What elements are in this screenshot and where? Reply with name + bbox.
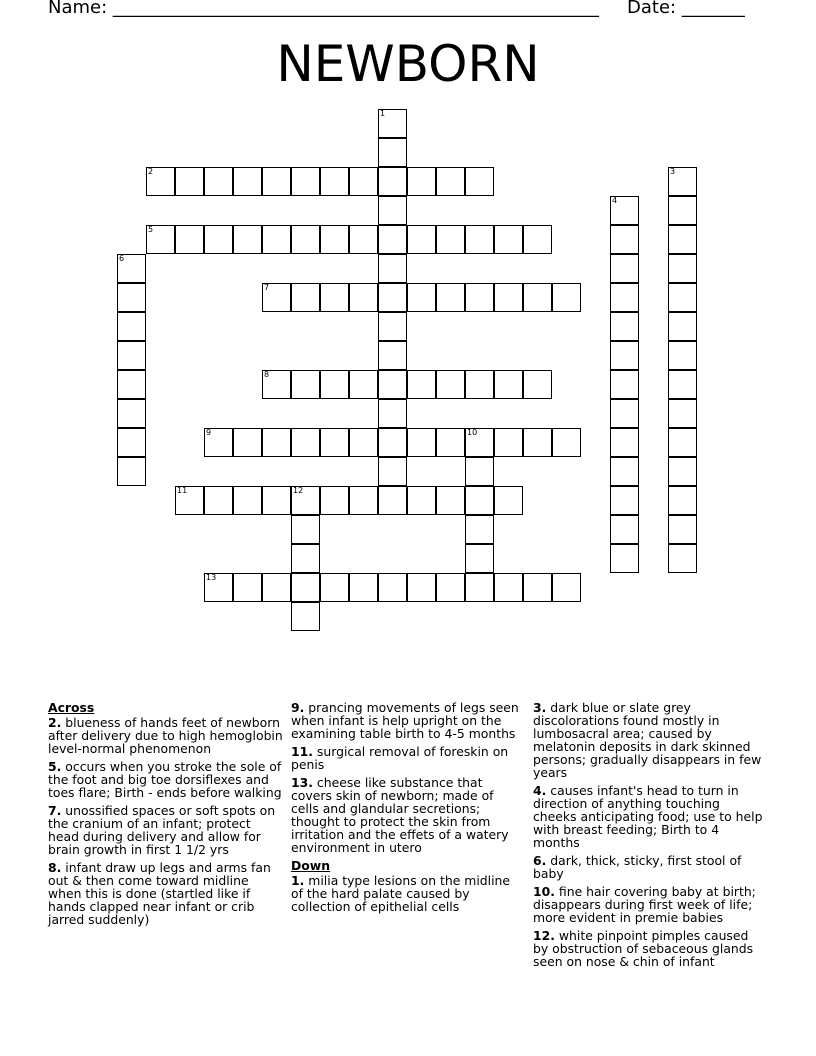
grid-cell[interactable] — [262, 428, 291, 457]
grid-cell[interactable] — [233, 486, 262, 515]
clue-number: 13 — [206, 573, 217, 582]
grid-cell[interactable] — [117, 457, 146, 486]
grid-cell[interactable] — [436, 486, 465, 515]
clue-number: 6 — [119, 254, 125, 263]
grid-cell[interactable] — [378, 138, 407, 167]
grid-cell[interactable] — [291, 225, 320, 254]
grid-cell[interactable] — [407, 370, 436, 399]
grid-cell[interactable] — [378, 341, 407, 370]
grid-cell[interactable] — [378, 428, 407, 457]
grid-cell[interactable] — [523, 573, 552, 602]
grid-cell[interactable] — [291, 283, 320, 312]
grid-cell[interactable] — [465, 225, 494, 254]
grid-cell[interactable] — [436, 283, 465, 312]
grid-cell[interactable] — [117, 370, 146, 399]
clue-number-label: 8. — [48, 860, 62, 875]
grid-cell[interactable] — [117, 428, 146, 457]
grid-cell[interactable] — [291, 167, 320, 196]
clue-number-label: 5. — [48, 759, 62, 774]
clue-text: occurs when you stroke the sole of the foot and big toe dorsiflexes and toes flare; Birth - ends before walking — [48, 759, 282, 800]
grid-cell[interactable] — [378, 457, 407, 486]
grid-cell[interactable] — [436, 370, 465, 399]
clue-column-3 — [533, 701, 765, 973]
clue-item — [48, 716, 283, 755]
grid-cell[interactable] — [668, 370, 697, 399]
clue-item — [48, 760, 283, 799]
grid-cell[interactable] — [436, 167, 465, 196]
grid-cell[interactable] — [204, 167, 233, 196]
grid-cell[interactable] — [465, 167, 494, 196]
grid-cell[interactable] — [349, 428, 378, 457]
grid-cell[interactable] — [349, 573, 378, 602]
grid-cell[interactable] — [262, 370, 291, 399]
grid-cell[interactable] — [175, 486, 204, 515]
grid-cell[interactable] — [378, 370, 407, 399]
grid-cell[interactable] — [610, 457, 639, 486]
clue-item — [48, 804, 283, 856]
grid-cell[interactable] — [668, 486, 697, 515]
clue-number-label: 1. — [291, 873, 305, 888]
grid-cell[interactable] — [291, 544, 320, 573]
grid-cell[interactable] — [610, 312, 639, 341]
grid-cell[interactable] — [407, 573, 436, 602]
grid-cell[interactable] — [668, 283, 697, 312]
grid-cell[interactable] — [233, 428, 262, 457]
clue-section-heading: Across — [48, 700, 95, 715]
grid-cell[interactable] — [291, 515, 320, 544]
clue-item — [533, 784, 765, 849]
grid-cell[interactable] — [233, 225, 262, 254]
clue-number: 10 — [467, 428, 478, 437]
grid-cell[interactable] — [668, 196, 697, 225]
clue-number: 8 — [264, 370, 270, 379]
grid-cell[interactable] — [378, 486, 407, 515]
grid-cell[interactable] — [494, 573, 523, 602]
grid-cell[interactable] — [465, 370, 494, 399]
grid-cell[interactable] — [552, 283, 581, 312]
grid-cell[interactable] — [378, 312, 407, 341]
grid-cell[interactable] — [349, 370, 378, 399]
grid-cell[interactable] — [610, 196, 639, 225]
grid-cell[interactable] — [349, 486, 378, 515]
grid-cell[interactable] — [407, 428, 436, 457]
clue-text: infant draw up legs and arms fan out & then come toward midline when this is done (startled like if hands clapped near infant or crib jarred suddenly) — [48, 860, 271, 927]
grid-cell[interactable] — [320, 428, 349, 457]
grid-cell[interactable] — [668, 225, 697, 254]
clue-number-label: 7. — [48, 803, 62, 818]
clue-number: 9 — [206, 428, 212, 437]
grid-cell[interactable] — [668, 167, 697, 196]
clue-number-label: 11. — [291, 744, 313, 759]
grid-cell[interactable] — [610, 544, 639, 573]
clue-item — [291, 874, 521, 913]
clue-number: 11 — [177, 486, 188, 495]
clue-number-label: 10. — [533, 884, 555, 899]
grid-cell[interactable] — [436, 428, 465, 457]
grid-cell[interactable] — [610, 428, 639, 457]
grid-cell[interactable] — [117, 399, 146, 428]
grid-cell[interactable] — [494, 370, 523, 399]
grid-cell[interactable] — [668, 428, 697, 457]
grid-cell[interactable] — [523, 428, 552, 457]
clue-text: unossified spaces or soft spots on the cranium of an infant; protect head during delivery and allow for brain growth in first 1 1/2 yrs — [48, 803, 276, 857]
grid-cell[interactable] — [378, 109, 407, 138]
grid-cell[interactable] — [146, 167, 175, 196]
clue-text: white pinpoint pimples caused by obstruction of sebaceous glands seen on nose & chin of infant — [533, 928, 754, 969]
grid-cell[interactable] — [320, 370, 349, 399]
page-title: NEWBORN — [276, 35, 540, 93]
grid-cell[interactable] — [494, 428, 523, 457]
grid-cell[interactable] — [117, 341, 146, 370]
grid-cell[interactable] — [668, 341, 697, 370]
grid-cell[interactable] — [320, 283, 349, 312]
grid-cell[interactable] — [378, 573, 407, 602]
grid-cell[interactable] — [668, 544, 697, 573]
clue-item — [291, 745, 521, 771]
grid-cell[interactable] — [378, 254, 407, 283]
clue-number-label: 9. — [291, 700, 305, 715]
clue-item — [533, 929, 765, 968]
clue-text: fine hair covering baby at birth; disappears during first week of life; more evident in premie babies — [533, 884, 756, 925]
clue-text: dark blue or slate grey discolorations found mostly in lumbosacral area; caused by melatonin deposits in dark skinned persons; gradually disappears in few years — [533, 700, 762, 780]
date-field-label: Date: _______ — [627, 0, 745, 18]
grid-cell[interactable] — [523, 370, 552, 399]
grid-cell[interactable] — [465, 486, 494, 515]
clue-number: 1 — [380, 109, 386, 118]
grid-cell[interactable] — [291, 602, 320, 631]
clue-number-label: 2. — [48, 715, 62, 730]
grid-cell[interactable] — [320, 225, 349, 254]
grid-cell[interactable] — [117, 283, 146, 312]
clue-item — [533, 885, 765, 924]
grid-cell[interactable] — [610, 283, 639, 312]
clue-column-1 — [48, 701, 283, 931]
grid-cell[interactable] — [465, 283, 494, 312]
grid-cell[interactable] — [349, 283, 378, 312]
grid-cell[interactable] — [175, 225, 204, 254]
clue-item — [291, 776, 521, 854]
clue-text: prancing movements of legs seen when infant is help upright on the examining table birth to 4-5 months — [291, 700, 519, 741]
grid-cell[interactable] — [610, 341, 639, 370]
grid-cell[interactable] — [291, 573, 320, 602]
grid-cell[interactable] — [407, 167, 436, 196]
grid-cell[interactable] — [204, 573, 233, 602]
grid-cell[interactable] — [378, 283, 407, 312]
grid-cell[interactable] — [610, 225, 639, 254]
grid-cell[interactable] — [494, 225, 523, 254]
grid-cell[interactable] — [436, 225, 465, 254]
grid-cell[interactable] — [378, 399, 407, 428]
grid-cell[interactable] — [610, 486, 639, 515]
clue-number-label: 12. — [533, 928, 555, 943]
clue-item — [533, 854, 765, 880]
grid-cell[interactable] — [668, 399, 697, 428]
grid-cell[interactable] — [610, 370, 639, 399]
grid-cell[interactable] — [291, 486, 320, 515]
grid-cell[interactable] — [349, 225, 378, 254]
grid-cell[interactable] — [262, 573, 291, 602]
grid-cell[interactable] — [610, 254, 639, 283]
clue-number-label: 4. — [533, 783, 547, 798]
clue-number-label: 3. — [533, 700, 547, 715]
clue-text: blueness of hands feet of newborn after delivery due to high hemoglobin level-normal phenomenon — [48, 715, 283, 756]
clue-section-heading: Down — [291, 858, 331, 873]
clue-text: causes infant's head to turn in direction of anything touching cheeks anticipating food; use to help with breast feeding; Birth to 4 months — [533, 783, 763, 850]
clue-number: 2 — [148, 167, 154, 176]
grid-cell[interactable] — [291, 370, 320, 399]
grid-cell[interactable] — [291, 428, 320, 457]
grid-cell[interactable] — [407, 486, 436, 515]
grid-cell[interactable] — [117, 312, 146, 341]
grid-cell[interactable] — [465, 544, 494, 573]
grid-cell[interactable] — [378, 225, 407, 254]
grid-cell[interactable] — [262, 283, 291, 312]
grid-cell[interactable] — [465, 573, 494, 602]
clue-item — [533, 701, 765, 779]
grid-cell[interactable] — [494, 283, 523, 312]
grid-cell[interactable] — [146, 225, 175, 254]
clue-item — [291, 701, 521, 740]
grid-cell[interactable] — [262, 225, 291, 254]
grid-cell[interactable] — [523, 283, 552, 312]
clue-text: milia type lesions on the midline of the hard palate caused by collection of epithelial cells — [291, 873, 511, 914]
clue-text: surgical removal of foreskin on penis — [291, 744, 509, 772]
name-field-label: Name: ______________________________________________________ — [48, 0, 599, 18]
clue-text: cheese like substance that covers skin of newborn; made of cells and glandular secretions; thought to protect the skin from irritation and the effets of a watery environment in utero — [291, 775, 509, 855]
grid-cell[interactable] — [233, 573, 262, 602]
grid-cell[interactable] — [320, 167, 349, 196]
grid-cell[interactable] — [204, 225, 233, 254]
grid-cell[interactable] — [465, 515, 494, 544]
grid-cell[interactable] — [262, 167, 291, 196]
grid-cell[interactable] — [523, 225, 552, 254]
grid-cell[interactable] — [610, 515, 639, 544]
grid-cell[interactable] — [436, 573, 465, 602]
grid-cell[interactable] — [117, 254, 146, 283]
clue-number: 5 — [148, 225, 154, 234]
grid-cell[interactable] — [407, 225, 436, 254]
grid-cell[interactable] — [668, 254, 697, 283]
grid-cell[interactable] — [465, 457, 494, 486]
grid-cell[interactable] — [494, 486, 523, 515]
grid-cell[interactable] — [204, 486, 233, 515]
clue-number: 7 — [264, 283, 270, 292]
grid-cell[interactable] — [610, 399, 639, 428]
grid-cell[interactable] — [378, 167, 407, 196]
clue-text: dark, thick, sticky, first stool of baby — [533, 853, 742, 881]
clue-number: 4 — [612, 196, 618, 205]
clue-number-label: 13. — [291, 775, 313, 790]
clue-number: 3 — [670, 167, 676, 176]
clue-number-label: 6. — [533, 853, 547, 868]
grid-cell[interactable] — [552, 573, 581, 602]
grid-cell[interactable] — [552, 428, 581, 457]
grid-cell[interactable] — [668, 312, 697, 341]
grid-cell[interactable] — [668, 515, 697, 544]
grid-cell[interactable] — [320, 573, 349, 602]
grid-cell[interactable] — [465, 428, 494, 457]
grid-cell[interactable] — [233, 167, 262, 196]
grid-cell[interactable] — [175, 167, 204, 196]
clue-item — [48, 861, 283, 926]
clue-number: 12 — [293, 486, 304, 495]
grid-cell[interactable] — [262, 486, 291, 515]
grid-cell[interactable] — [668, 457, 697, 486]
grid-cell[interactable] — [349, 167, 378, 196]
grid-cell[interactable] — [378, 196, 407, 225]
clue-column-2 — [291, 701, 521, 918]
grid-cell[interactable] — [320, 486, 349, 515]
grid-cell[interactable] — [407, 283, 436, 312]
grid-cell[interactable] — [204, 428, 233, 457]
